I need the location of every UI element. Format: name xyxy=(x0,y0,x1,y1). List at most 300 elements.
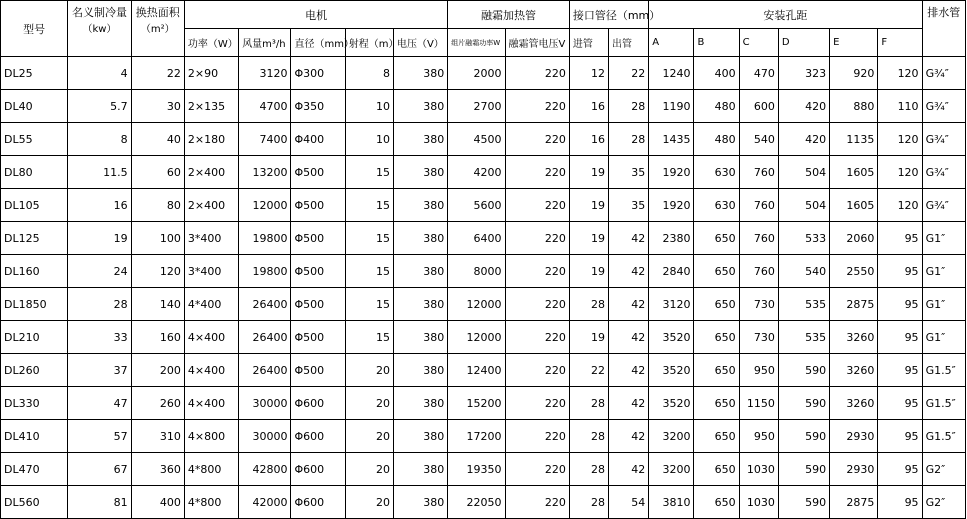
cell-mount-e: 1135 xyxy=(830,123,878,156)
cell-pipe-out: 22 xyxy=(609,57,649,90)
table-row xyxy=(1,189,966,222)
cell-pipe-in: 28 xyxy=(569,387,608,420)
cell-motor-airflow: 19800 xyxy=(239,222,291,255)
cell-area: 80 xyxy=(131,189,184,222)
cell-pipe-in: 28 xyxy=(569,453,608,486)
cell-mount-a: 3520 xyxy=(649,354,694,387)
header-pipe-in: 进管 xyxy=(569,29,608,57)
cell-area: 40 xyxy=(131,123,184,156)
cell-drain: G1″ xyxy=(922,288,965,321)
cell-model: DL80 xyxy=(1,156,68,189)
cell-motor-power: 4×800 xyxy=(184,420,238,453)
cell-mount-f: 95 xyxy=(878,222,922,255)
cell-mount-c: 730 xyxy=(739,321,778,354)
cell-area: 400 xyxy=(131,486,184,519)
cell-mount-f: 95 xyxy=(878,486,922,519)
cell-drain: G1″ xyxy=(922,321,965,354)
cell-mount-d: 590 xyxy=(778,354,829,387)
cell-drain: G2″ xyxy=(922,453,965,486)
cell-area: 30 xyxy=(131,90,184,123)
cell-mount-f: 110 xyxy=(878,90,922,123)
cell-mount-c: 760 xyxy=(739,255,778,288)
cell-motor-voltage: 380 xyxy=(393,420,447,453)
cell-motor-power: 2×400 xyxy=(184,156,238,189)
cell-defrost-voltage: 220 xyxy=(505,189,569,222)
cell-mount-e: 2060 xyxy=(830,222,878,255)
header-capacity xyxy=(68,1,131,57)
cell-drain: G1.5″ xyxy=(922,354,965,387)
cell-area: 60 xyxy=(131,156,184,189)
header-motor-power: 功率（W） xyxy=(184,29,238,57)
cell-mount-f: 95 xyxy=(878,321,922,354)
cell-defrost-voltage: 220 xyxy=(505,123,569,156)
cell-motor-diameter: Φ500 xyxy=(291,354,345,387)
header-mount-c: C xyxy=(739,29,778,57)
cell-motor-range: 10 xyxy=(345,123,393,156)
cell-drain: G1.5″ xyxy=(922,420,965,453)
cell-mount-a: 3520 xyxy=(649,387,694,420)
table-row xyxy=(1,387,966,420)
cell-mount-e: 1605 xyxy=(830,156,878,189)
cell-defrost-voltage: 220 xyxy=(505,354,569,387)
cell-mount-e: 2875 xyxy=(830,486,878,519)
table-row xyxy=(1,288,966,321)
cell-mount-f: 95 xyxy=(878,354,922,387)
cell-mount-b: 650 xyxy=(694,420,739,453)
cell-model: DL410 xyxy=(1,420,68,453)
cell-area: 140 xyxy=(131,288,184,321)
cell-mount-d: 535 xyxy=(778,321,829,354)
cell-mount-f: 95 xyxy=(878,387,922,420)
cell-motor-range: 15 xyxy=(345,255,393,288)
cell-defrost-power: 22050 xyxy=(448,486,505,519)
cell-motor-airflow: 26400 xyxy=(239,354,291,387)
cell-model: DL40 xyxy=(1,90,68,123)
cell-defrost-power: 6400 xyxy=(448,222,505,255)
cell-mount-c: 540 xyxy=(739,123,778,156)
cell-motor-range: 10 xyxy=(345,90,393,123)
cell-model: DL55 xyxy=(1,123,68,156)
cell-motor-range: 20 xyxy=(345,354,393,387)
cell-capacity: 81 xyxy=(68,486,131,519)
cell-drain: G2″ xyxy=(922,486,965,519)
cell-defrost-power: 5600 xyxy=(448,189,505,222)
cell-defrost-power: 15200 xyxy=(448,387,505,420)
cell-mount-f: 120 xyxy=(878,189,922,222)
cell-mount-f: 95 xyxy=(878,453,922,486)
cell-motor-voltage: 380 xyxy=(393,189,447,222)
header-mount-e: E xyxy=(830,29,878,57)
header-row-1 xyxy=(1,1,966,29)
cell-area: 310 xyxy=(131,420,184,453)
cell-motor-diameter: Φ350 xyxy=(291,90,345,123)
cell-mount-d: 590 xyxy=(778,453,829,486)
table-row xyxy=(1,156,966,189)
cell-defrost-voltage: 220 xyxy=(505,90,569,123)
cell-motor-power: 4×400 xyxy=(184,321,238,354)
cell-defrost-power: 8000 xyxy=(448,255,505,288)
cell-mount-f: 95 xyxy=(878,255,922,288)
cell-mount-b: 630 xyxy=(694,156,739,189)
cell-mount-d: 323 xyxy=(778,57,829,90)
header-mount: 安装孔距 xyxy=(649,1,922,29)
cell-motor-diameter: Φ600 xyxy=(291,420,345,453)
cell-mount-a: 1435 xyxy=(649,123,694,156)
header-mount-d: D xyxy=(778,29,829,57)
cell-area: 22 xyxy=(131,57,184,90)
cell-motor-diameter: Φ600 xyxy=(291,453,345,486)
cell-mount-f: 120 xyxy=(878,156,922,189)
cell-motor-diameter: Φ500 xyxy=(291,321,345,354)
header-defrost-power: 组片融霜功率W xyxy=(448,29,505,57)
cell-motor-range: 20 xyxy=(345,486,393,519)
header-defrost-voltage: 融霜管电压V xyxy=(505,29,569,57)
cell-mount-a: 3200 xyxy=(649,453,694,486)
cell-motor-diameter: Φ500 xyxy=(291,222,345,255)
cell-motor-range: 15 xyxy=(345,156,393,189)
cell-defrost-power: 12400 xyxy=(448,354,505,387)
cell-motor-airflow: 30000 xyxy=(239,387,291,420)
cell-pipe-in: 16 xyxy=(569,123,608,156)
cell-motor-range: 15 xyxy=(345,189,393,222)
table-row xyxy=(1,90,966,123)
cell-mount-f: 95 xyxy=(878,420,922,453)
cell-mount-e: 880 xyxy=(830,90,878,123)
cell-capacity: 67 xyxy=(68,453,131,486)
cell-defrost-power: 2700 xyxy=(448,90,505,123)
cell-mount-d: 420 xyxy=(778,123,829,156)
cell-defrost-voltage: 220 xyxy=(505,255,569,288)
header-drain: 排水管 xyxy=(922,1,965,57)
cell-motor-diameter: Φ500 xyxy=(291,255,345,288)
cell-motor-power: 3*400 xyxy=(184,222,238,255)
cell-pipe-in: 19 xyxy=(569,222,608,255)
cell-pipe-out: 42 xyxy=(609,354,649,387)
cell-mount-d: 590 xyxy=(778,486,829,519)
cell-motor-voltage: 380 xyxy=(393,288,447,321)
cell-model: DL260 xyxy=(1,354,68,387)
cell-model: DL330 xyxy=(1,387,68,420)
cell-pipe-out: 28 xyxy=(609,123,649,156)
cell-motor-voltage: 380 xyxy=(393,453,447,486)
cell-motor-power: 2×90 xyxy=(184,57,238,90)
cell-pipe-out: 42 xyxy=(609,387,649,420)
cell-mount-c: 950 xyxy=(739,420,778,453)
cell-pipe-in: 22 xyxy=(569,354,608,387)
cell-pipe-in: 19 xyxy=(569,156,608,189)
cell-mount-a: 1190 xyxy=(649,90,694,123)
cell-defrost-voltage: 220 xyxy=(505,156,569,189)
cell-mount-b: 480 xyxy=(694,90,739,123)
cell-mount-d: 590 xyxy=(778,420,829,453)
table-body xyxy=(1,57,966,519)
cell-area: 100 xyxy=(131,222,184,255)
header-mount-a: A xyxy=(649,29,694,57)
cell-capacity: 19 xyxy=(68,222,131,255)
cell-area: 360 xyxy=(131,453,184,486)
cell-mount-c: 1030 xyxy=(739,486,778,519)
cell-mount-a: 2840 xyxy=(649,255,694,288)
cell-drain: G¾″ xyxy=(922,189,965,222)
cell-pipe-out: 42 xyxy=(609,453,649,486)
cell-model: DL125 xyxy=(1,222,68,255)
cell-defrost-voltage: 220 xyxy=(505,321,569,354)
table-row xyxy=(1,354,966,387)
cell-drain: G¾″ xyxy=(922,57,965,90)
cell-motor-diameter: Φ500 xyxy=(291,288,345,321)
cell-defrost-power: 17200 xyxy=(448,420,505,453)
cell-motor-airflow: 26400 xyxy=(239,288,291,321)
cell-mount-a: 2380 xyxy=(649,222,694,255)
cell-defrost-voltage: 220 xyxy=(505,222,569,255)
cell-defrost-power: 12000 xyxy=(448,288,505,321)
cell-capacity: 24 xyxy=(68,255,131,288)
cell-motor-diameter: Φ400 xyxy=(291,123,345,156)
cell-model: DL470 xyxy=(1,453,68,486)
cell-defrost-voltage: 220 xyxy=(505,486,569,519)
cell-model: DL1850 xyxy=(1,288,68,321)
cell-model: DL210 xyxy=(1,321,68,354)
cell-pipe-out: 35 xyxy=(609,189,649,222)
cell-motor-power: 4×400 xyxy=(184,354,238,387)
cell-motor-airflow: 30000 xyxy=(239,420,291,453)
table-row xyxy=(1,57,966,90)
cell-area: 260 xyxy=(131,387,184,420)
cell-capacity: 16 xyxy=(68,189,131,222)
cell-defrost-voltage: 220 xyxy=(505,420,569,453)
header-model: 型号 xyxy=(1,1,68,57)
cell-motor-airflow: 4700 xyxy=(239,90,291,123)
table-row xyxy=(1,420,966,453)
cell-motor-power: 4*800 xyxy=(184,486,238,519)
cell-pipe-in: 28 xyxy=(569,420,608,453)
cell-motor-range: 8 xyxy=(345,57,393,90)
cell-motor-power: 4*400 xyxy=(184,288,238,321)
header-motor-range: 射程（m） xyxy=(345,29,393,57)
cell-motor-airflow: 12000 xyxy=(239,189,291,222)
header-area xyxy=(131,1,184,57)
cell-mount-b: 650 xyxy=(694,222,739,255)
cell-defrost-power: 12000 xyxy=(448,321,505,354)
cell-mount-e: 2930 xyxy=(830,420,878,453)
header-defrost: 融霜加热管 xyxy=(448,1,570,29)
cell-motor-power: 2×180 xyxy=(184,123,238,156)
cell-defrost-power: 2000 xyxy=(448,57,505,90)
header-motor-voltage: 电压（V） xyxy=(393,29,447,57)
table-row xyxy=(1,123,966,156)
cell-pipe-in: 28 xyxy=(569,486,608,519)
header-area-label: 换热面积 xyxy=(135,6,180,19)
cell-mount-c: 1150 xyxy=(739,387,778,420)
cell-pipe-out: 35 xyxy=(609,156,649,189)
cell-motor-power: 4*800 xyxy=(184,453,238,486)
cell-mount-f: 95 xyxy=(878,288,922,321)
cell-mount-b: 650 xyxy=(694,255,739,288)
cell-mount-a: 3200 xyxy=(649,420,694,453)
cell-motor-power: 3*400 xyxy=(184,255,238,288)
cell-mount-c: 760 xyxy=(739,222,778,255)
cell-pipe-in: 12 xyxy=(569,57,608,90)
cell-pipe-out: 42 xyxy=(609,222,649,255)
cell-motor-airflow: 13200 xyxy=(239,156,291,189)
cell-defrost-power: 4200 xyxy=(448,156,505,189)
cell-drain: G¾″ xyxy=(922,156,965,189)
cell-pipe-out: 42 xyxy=(609,321,649,354)
table-row xyxy=(1,453,966,486)
cell-mount-d: 504 xyxy=(778,189,829,222)
cell-mount-b: 650 xyxy=(694,354,739,387)
cell-motor-voltage: 380 xyxy=(393,486,447,519)
cell-mount-a: 1920 xyxy=(649,156,694,189)
cell-mount-a: 1920 xyxy=(649,189,694,222)
header-pipe: 接口管径（mm） xyxy=(569,1,648,29)
cell-drain: G¾″ xyxy=(922,90,965,123)
cell-motor-voltage: 380 xyxy=(393,387,447,420)
cell-capacity: 57 xyxy=(68,420,131,453)
header-mount-f: F xyxy=(878,29,922,57)
cell-motor-voltage: 380 xyxy=(393,255,447,288)
cell-mount-d: 540 xyxy=(778,255,829,288)
cell-capacity: 28 xyxy=(68,288,131,321)
cell-motor-range: 20 xyxy=(345,453,393,486)
cell-area: 120 xyxy=(131,255,184,288)
cell-mount-b: 650 xyxy=(694,486,739,519)
cell-mount-e: 2550 xyxy=(830,255,878,288)
header-capacity-label: 名义制冷量 xyxy=(72,6,127,19)
header-pipe-out: 出管 xyxy=(609,29,649,57)
cell-mount-b: 650 xyxy=(694,453,739,486)
cell-defrost-voltage: 220 xyxy=(505,288,569,321)
cell-pipe-out: 54 xyxy=(609,486,649,519)
cell-motor-voltage: 380 xyxy=(393,57,447,90)
header-mount-b: B xyxy=(694,29,739,57)
cell-motor-diameter: Φ600 xyxy=(291,387,345,420)
cell-pipe-out: 28 xyxy=(609,90,649,123)
cell-capacity: 37 xyxy=(68,354,131,387)
cell-mount-e: 920 xyxy=(830,57,878,90)
cell-drain: G¾″ xyxy=(922,123,965,156)
cell-motor-voltage: 380 xyxy=(393,222,447,255)
cell-pipe-in: 28 xyxy=(569,288,608,321)
header-motor-diameter: 直径（mm） xyxy=(291,29,345,57)
cell-motor-power: 2×400 xyxy=(184,189,238,222)
cell-mount-c: 760 xyxy=(739,156,778,189)
cell-motor-voltage: 380 xyxy=(393,156,447,189)
cell-mount-a: 1240 xyxy=(649,57,694,90)
cell-mount-e: 2875 xyxy=(830,288,878,321)
cell-mount-c: 470 xyxy=(739,57,778,90)
cell-pipe-out: 42 xyxy=(609,255,649,288)
cell-motor-airflow: 3120 xyxy=(239,57,291,90)
cell-mount-c: 950 xyxy=(739,354,778,387)
cell-drain: G1.5″ xyxy=(922,387,965,420)
cell-motor-diameter: Φ500 xyxy=(291,189,345,222)
cell-mount-e: 3260 xyxy=(830,321,878,354)
cell-mount-d: 535 xyxy=(778,288,829,321)
cell-defrost-power: 19350 xyxy=(448,453,505,486)
cell-motor-airflow: 42000 xyxy=(239,486,291,519)
cell-capacity: 33 xyxy=(68,321,131,354)
cell-mount-c: 730 xyxy=(739,288,778,321)
table-row xyxy=(1,321,966,354)
cell-capacity: 11.5 xyxy=(68,156,131,189)
cell-mount-b: 480 xyxy=(694,123,739,156)
cell-pipe-in: 19 xyxy=(569,255,608,288)
cell-mount-c: 1030 xyxy=(739,453,778,486)
cell-drain: G1″ xyxy=(922,222,965,255)
cell-area: 160 xyxy=(131,321,184,354)
cell-mount-d: 590 xyxy=(778,387,829,420)
cell-motor-range: 20 xyxy=(345,420,393,453)
cell-capacity: 47 xyxy=(68,387,131,420)
cell-motor-range: 15 xyxy=(345,321,393,354)
cell-mount-e: 2930 xyxy=(830,453,878,486)
header-capacity-unit: （kw） xyxy=(82,24,117,35)
cell-pipe-in: 16 xyxy=(569,90,608,123)
cell-motor-diameter: Φ600 xyxy=(291,486,345,519)
cell-motor-diameter: Φ500 xyxy=(291,156,345,189)
cell-mount-a: 3810 xyxy=(649,486,694,519)
cell-model: DL560 xyxy=(1,486,68,519)
table-row xyxy=(1,486,966,519)
cell-model: DL105 xyxy=(1,189,68,222)
cell-capacity: 4 xyxy=(68,57,131,90)
cell-motor-airflow: 19800 xyxy=(239,255,291,288)
cell-mount-d: 533 xyxy=(778,222,829,255)
cell-motor-airflow: 7400 xyxy=(239,123,291,156)
cell-motor-range: 20 xyxy=(345,387,393,420)
cell-mount-d: 504 xyxy=(778,156,829,189)
cell-mount-c: 600 xyxy=(739,90,778,123)
cell-motor-airflow: 26400 xyxy=(239,321,291,354)
cell-defrost-power: 4500 xyxy=(448,123,505,156)
cell-capacity: 8 xyxy=(68,123,131,156)
header-motor-airflow: 风量m³/h xyxy=(239,29,291,57)
cell-mount-a: 3520 xyxy=(649,321,694,354)
cell-mount-b: 650 xyxy=(694,387,739,420)
cell-pipe-in: 19 xyxy=(569,321,608,354)
cell-model: DL25 xyxy=(1,57,68,90)
cell-defrost-voltage: 220 xyxy=(505,453,569,486)
cell-motor-power: 4×400 xyxy=(184,387,238,420)
cell-defrost-voltage: 220 xyxy=(505,387,569,420)
cell-mount-f: 120 xyxy=(878,123,922,156)
table-row xyxy=(1,255,966,288)
cell-mount-a: 3120 xyxy=(649,288,694,321)
table-row xyxy=(1,222,966,255)
cell-motor-voltage: 380 xyxy=(393,90,447,123)
cell-mount-c: 760 xyxy=(739,189,778,222)
cell-mount-b: 650 xyxy=(694,288,739,321)
cell-motor-voltage: 380 xyxy=(393,321,447,354)
cell-motor-power: 2×135 xyxy=(184,90,238,123)
cell-mount-f: 120 xyxy=(878,57,922,90)
cell-motor-range: 15 xyxy=(345,288,393,321)
cell-mount-e: 1605 xyxy=(830,189,878,222)
cell-drain: G1″ xyxy=(922,255,965,288)
header-area-unit: （m²） xyxy=(140,24,175,35)
cell-motor-diameter: Φ300 xyxy=(291,57,345,90)
header-motor: 电机 xyxy=(184,1,447,29)
cell-motor-voltage: 380 xyxy=(393,123,447,156)
cell-motor-range: 15 xyxy=(345,222,393,255)
cell-mount-d: 420 xyxy=(778,90,829,123)
cell-pipe-out: 42 xyxy=(609,420,649,453)
cell-pipe-out: 42 xyxy=(609,288,649,321)
cell-area: 200 xyxy=(131,354,184,387)
cell-model: DL160 xyxy=(1,255,68,288)
cell-mount-b: 400 xyxy=(694,57,739,90)
